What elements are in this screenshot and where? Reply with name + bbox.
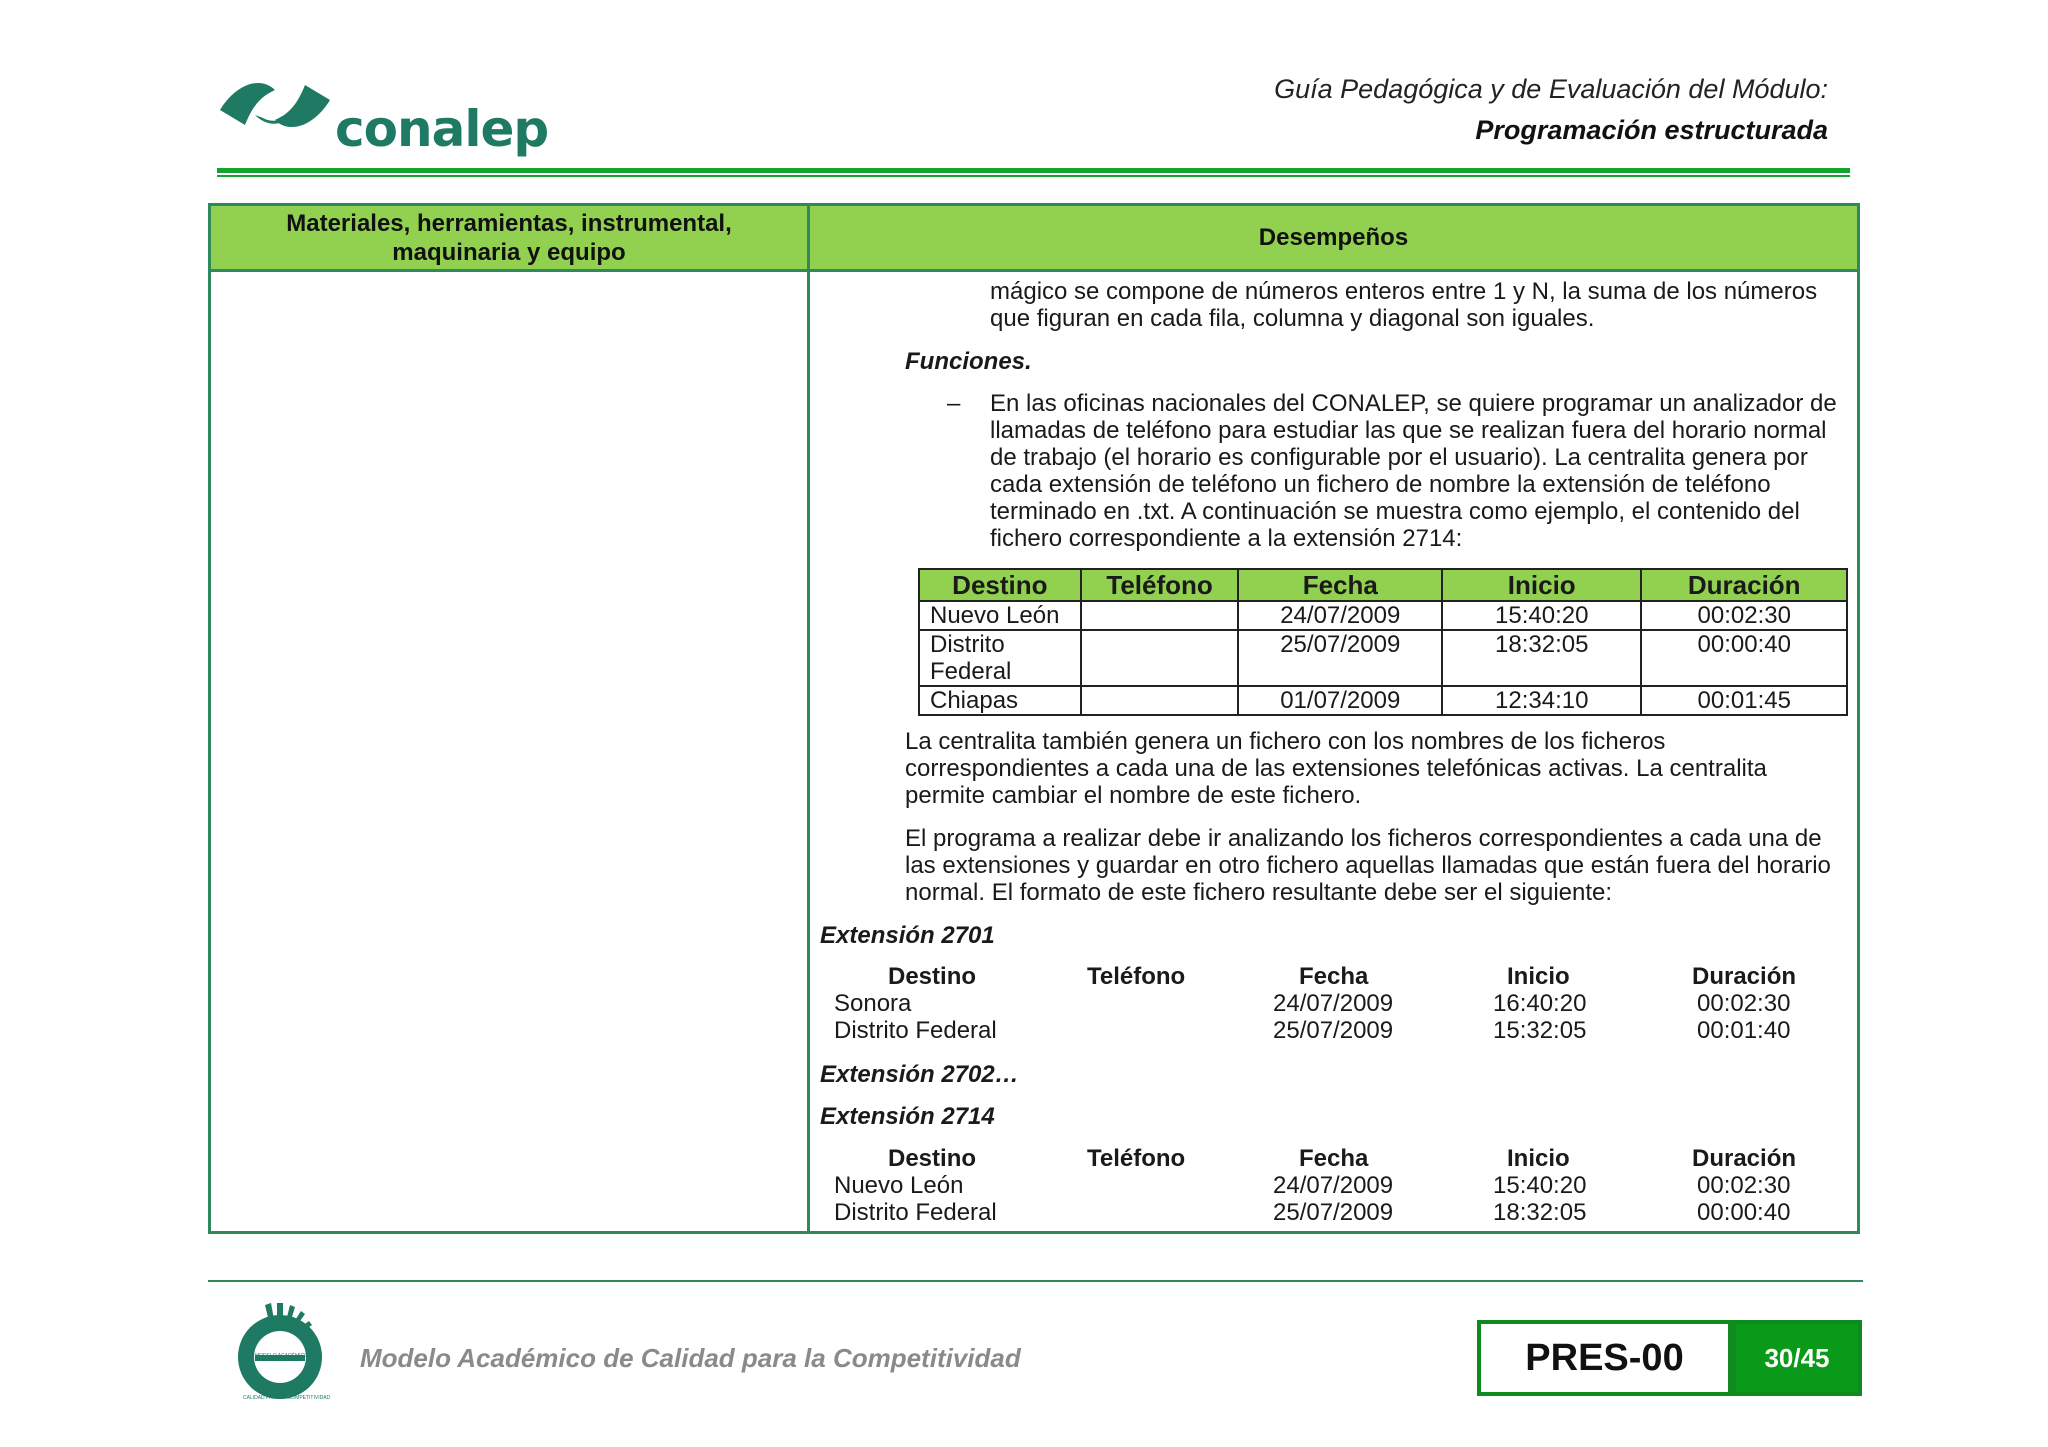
cell-duracion: 00:01:45 bbox=[1641, 686, 1847, 715]
column-divider bbox=[807, 206, 810, 1231]
intro-line-2: que figuran en cada fila, columna y diagonal son iguales. bbox=[990, 305, 1595, 332]
col-materiales-header bbox=[211, 206, 807, 272]
col-desempenos-header bbox=[810, 206, 1857, 272]
guide-title: Guía Pedagógica y de Evaluación del Módulo: bbox=[1274, 74, 1828, 104]
ext-header-inicio: Inicio bbox=[1507, 963, 1570, 990]
ext-duracion: 00:02:30 bbox=[1697, 1172, 1791, 1199]
ext-inicio: 16:40:20 bbox=[1493, 990, 1587, 1017]
seal-text: CALIDAD PARA LA COMPETITIVIDAD bbox=[243, 1395, 331, 1401]
ext-header-duracion: Duración bbox=[1692, 1145, 1797, 1172]
page-number bbox=[1732, 1320, 1862, 1396]
ext-inicio: 15:32:05 bbox=[1493, 1017, 1587, 1044]
ext-header-telefono: Teléfono bbox=[1087, 963, 1186, 990]
cell-telefono bbox=[1081, 630, 1239, 686]
header-destino: Destino bbox=[919, 569, 1081, 601]
seal-text: MODELO ACADÉMICO bbox=[255, 1353, 309, 1359]
cell-inicio: 12:34:10 bbox=[1442, 686, 1641, 715]
document-header bbox=[1274, 74, 1828, 146]
cell-duracion: 00:00:40 bbox=[1641, 630, 1847, 686]
ext-header-telefono: Teléfono bbox=[1087, 1145, 1186, 1172]
header-telefono: Teléfono bbox=[1081, 569, 1239, 601]
cell-fecha: 24/07/2009 bbox=[1238, 601, 1442, 630]
para1-line: La centralita también genera un fichero con los nombres de los ficheros bbox=[905, 728, 1666, 755]
cell-destino-line: Federal bbox=[930, 658, 1012, 685]
ext-header-destino: Destino bbox=[888, 963, 977, 990]
bullet-line: cada extensión de teléfono un fichero de nombre la extensión de teléfono bbox=[990, 471, 1771, 498]
header-rule-thin bbox=[217, 175, 1850, 177]
para1-line: correspondientes a cada una de las extensiones telefónicas activas. La centralita bbox=[905, 755, 1767, 782]
ext-duracion: 00:00:40 bbox=[1697, 1199, 1791, 1226]
ext-fecha: 25/07/2009 bbox=[1273, 1199, 1394, 1226]
funciones-heading: Funciones. bbox=[905, 348, 1032, 375]
para2-line: El programa a realizar debe ir analizando los ficheros correspondientes a cada una de bbox=[905, 825, 1822, 852]
para2-line: las extensiones y guardar en otro fichero aquellas llamadas que están fuera del horario bbox=[905, 852, 1831, 879]
cell-destino: Nuevo León bbox=[919, 601, 1081, 630]
cell-telefono bbox=[1081, 601, 1239, 630]
ext-duracion: 00:02:30 bbox=[1697, 990, 1791, 1017]
bullet-dash: – bbox=[947, 390, 961, 417]
cell-telefono bbox=[1081, 686, 1239, 715]
cell-destino bbox=[919, 630, 1081, 686]
cell-duracion: 00:02:30 bbox=[1641, 601, 1847, 630]
document-code-label: PRES-00 bbox=[1525, 1336, 1684, 1379]
ext-2701-title: Extensión 2701 bbox=[820, 922, 995, 949]
ext-header-fecha: Fecha bbox=[1299, 963, 1369, 990]
header-fecha: Fecha bbox=[1238, 569, 1442, 601]
table-row bbox=[919, 686, 1847, 715]
ext-fecha: 24/07/2009 bbox=[1273, 990, 1394, 1017]
quality-model-seal bbox=[225, 1295, 335, 1405]
ext-duracion: 00:01:40 bbox=[1697, 1017, 1791, 1044]
ext-header-fecha: Fecha bbox=[1299, 1145, 1369, 1172]
col-desempenos-header-label: Desempeños bbox=[1258, 224, 1409, 251]
ext-destino: Distrito Federal bbox=[834, 1017, 997, 1044]
ext-destino: Distrito Federal bbox=[834, 1199, 997, 1226]
table-row bbox=[919, 630, 1847, 686]
cell-fecha: 25/07/2009 bbox=[1238, 630, 1442, 686]
bullet-line: fichero correspondiente a la extensión 2714: bbox=[990, 525, 1463, 552]
calls-table-header bbox=[919, 569, 1847, 601]
conalep-wordmark: conalep bbox=[335, 100, 549, 158]
header-inicio: Inicio bbox=[1442, 569, 1641, 601]
content-table bbox=[208, 203, 1860, 1234]
quality-seal-icon bbox=[225, 1295, 335, 1405]
ext-header-destino: Destino bbox=[888, 1145, 977, 1172]
bullet-line: de trabajo (el horario es configurable por el usuario). La centralita genera por bbox=[990, 444, 1808, 471]
bullet-line: En las oficinas nacionales del CONALEP, se quiere programar un analizador de bbox=[990, 390, 1837, 417]
para1-line: permite cambiar el nombre de este fichero. bbox=[905, 782, 1362, 809]
footer-rule bbox=[208, 1280, 1863, 1282]
bullet-line: terminado en .txt. A continuación se muestra como ejemplo, el contenido del bbox=[990, 498, 1800, 525]
table-row bbox=[919, 601, 1847, 630]
conalep-logo bbox=[215, 70, 549, 160]
header-duracion: Duración bbox=[1641, 569, 1847, 601]
cell-inicio: 15:40:20 bbox=[1442, 601, 1641, 630]
cell-inicio: 18:32:05 bbox=[1442, 630, 1641, 686]
page-number-label: 30/45 bbox=[1764, 1342, 1830, 1373]
bullet-line: llamadas de teléfono para estudiar las que se realizan fuera del horario normal bbox=[990, 417, 1827, 444]
ext-header-duracion: Duración bbox=[1692, 963, 1797, 990]
col-materiales-header-label: Materiales, herramientas, instrumental, maquinaria y equipo bbox=[286, 209, 732, 266]
ext-inicio: 15:40:20 bbox=[1493, 1172, 1587, 1199]
intro-line-1: mágico se compone de números enteros entre 1 y N, la suma de los números bbox=[990, 278, 1818, 305]
ext-inicio: 18:32:05 bbox=[1493, 1199, 1587, 1226]
ext-destino: Sonora bbox=[834, 990, 912, 1017]
ext-fecha: 24/07/2009 bbox=[1273, 1172, 1394, 1199]
ext-2714-title: Extensión 2714 bbox=[820, 1103, 995, 1130]
document-code bbox=[1477, 1320, 1732, 1396]
ext-destino: Nuevo León bbox=[834, 1172, 964, 1199]
cell-destino-line: Distrito bbox=[930, 631, 1005, 658]
quality-model-text: Modelo Académico de Calidad para la Competitividad bbox=[360, 1343, 1021, 1373]
ext-header-inicio: Inicio bbox=[1507, 1145, 1570, 1172]
module-name: Programación estructurada bbox=[1475, 115, 1828, 145]
ext-fecha: 25/07/2009 bbox=[1273, 1017, 1394, 1044]
cell-destino: Chiapas bbox=[919, 686, 1081, 715]
calls-table bbox=[918, 568, 1848, 716]
conalep-logo-icon bbox=[215, 70, 335, 150]
para2-line: normal. El formato de este fichero resultante debe ser el siguiente: bbox=[905, 879, 1613, 906]
header-rule-thick bbox=[217, 168, 1850, 173]
ext-2702-title: Extensión 2702… bbox=[820, 1061, 1019, 1088]
cell-fecha: 01/07/2009 bbox=[1238, 686, 1442, 715]
